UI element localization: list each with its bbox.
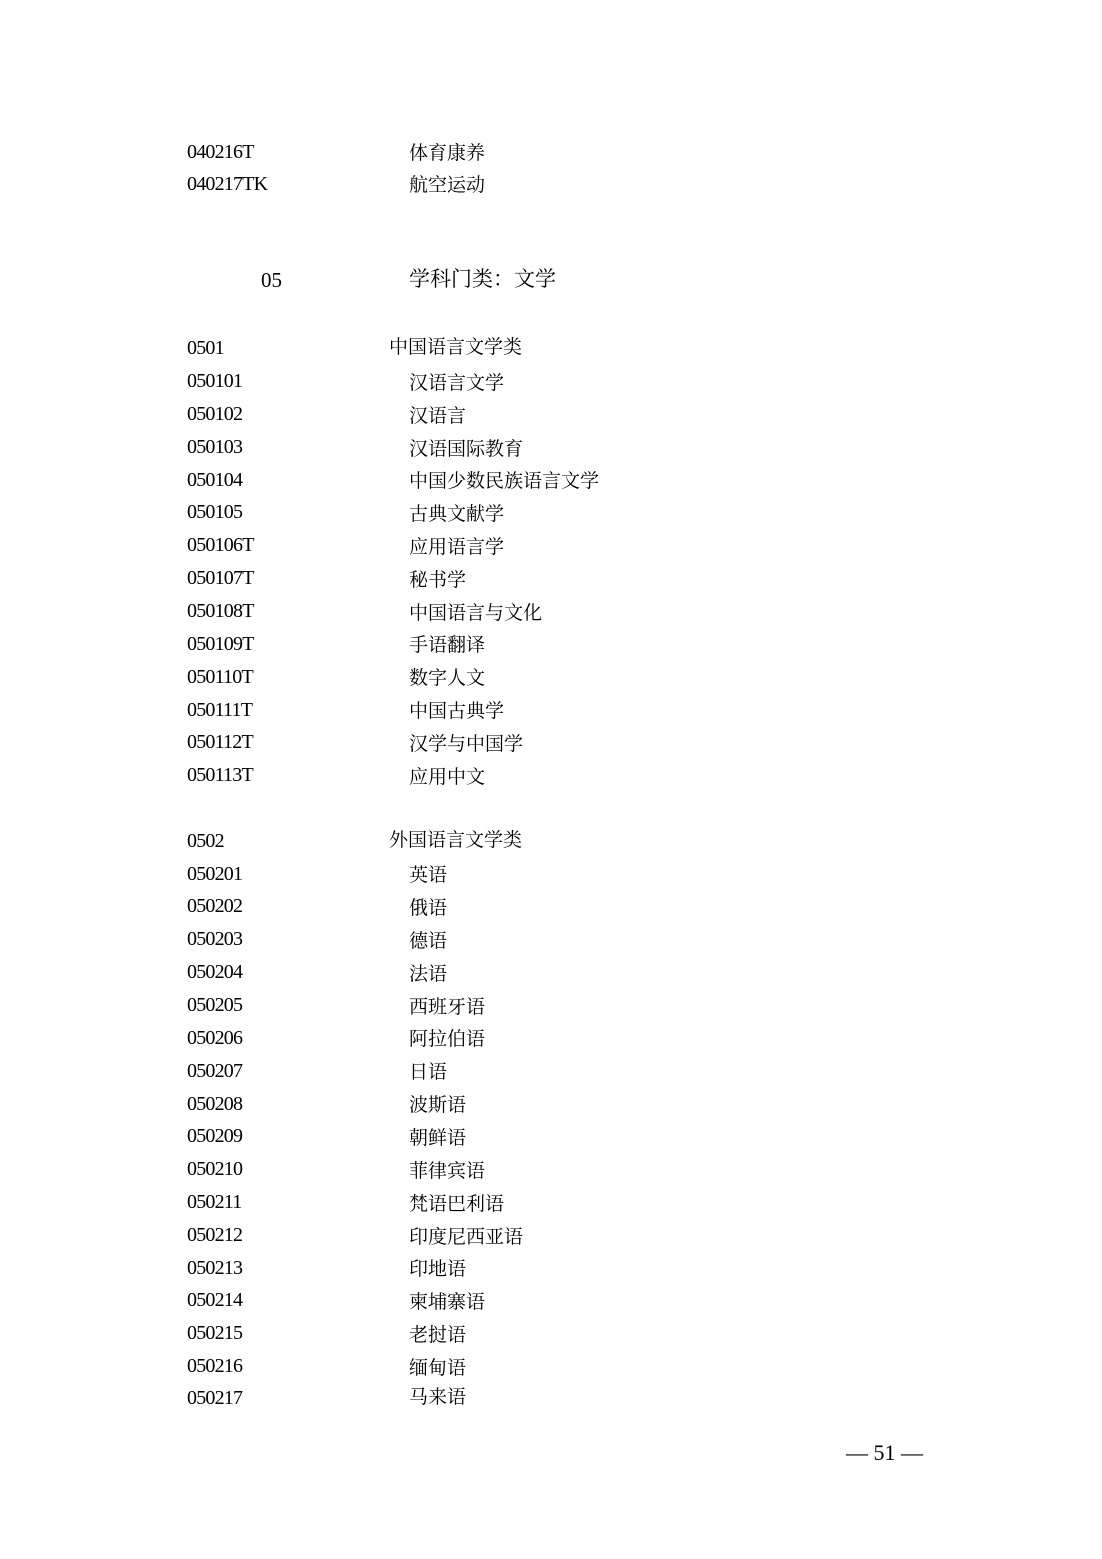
major-name: 应用语言学 <box>409 536 505 558</box>
major-name: 阿拉伯语 <box>409 1028 486 1050</box>
major-code: 050111T <box>187 699 253 721</box>
major-code: 050108T <box>187 600 254 622</box>
major-name: 梵语巴利语 <box>409 1193 505 1215</box>
major-code: 050105 <box>187 501 243 523</box>
major-code: 050203 <box>187 928 243 950</box>
major-name: 汉语言 <box>409 405 467 427</box>
major-name: 缅甸语 <box>409 1357 467 1379</box>
major-code: 050102 <box>187 403 243 425</box>
major-code: 050107T <box>187 567 254 589</box>
major-code: 050109T <box>187 633 254 655</box>
major-name: 印度尼西亚语 <box>409 1226 524 1248</box>
major-name: 中国古典学 <box>409 700 505 722</box>
major-name: 中国语言与文化 <box>409 602 543 624</box>
major-code: 050106T <box>187 534 254 556</box>
category-name: 中国语言文学类 <box>389 336 523 358</box>
major-code: 050211 <box>187 1191 242 1213</box>
major-name: 朝鲜语 <box>409 1127 467 1149</box>
major-name: 菲律宾语 <box>409 1160 486 1182</box>
major-name: 俄语 <box>409 897 448 919</box>
major-name: 汉语言文学 <box>409 372 505 394</box>
major-name: 古典文献学 <box>409 503 505 525</box>
category-code: 0502 <box>187 830 224 852</box>
major-name: 柬埔寨语 <box>409 1291 486 1313</box>
major-code: 050207 <box>187 1060 243 1082</box>
major-name: 西班牙语 <box>409 996 486 1018</box>
major-name: 汉语国际教育 <box>409 438 524 460</box>
major-name: 老挝语 <box>409 1324 467 1346</box>
major-code: 050217 <box>187 1387 243 1409</box>
major-code: 040217TK <box>187 173 268 195</box>
major-code: 050204 <box>187 961 243 983</box>
category-code: 0501 <box>187 337 224 359</box>
major-name: 汉学与中国学 <box>409 733 524 755</box>
page-number: — 51 — <box>846 1440 923 1465</box>
major-name: 体育康养 <box>409 142 486 164</box>
major-code: 050208 <box>187 1093 243 1115</box>
major-code: 050112T <box>187 731 253 753</box>
major-code: 050209 <box>187 1125 243 1147</box>
major-name: 手语翻译 <box>409 634 486 656</box>
major-code: 040216T <box>187 141 254 163</box>
major-name: 德语 <box>409 930 448 952</box>
major-name: 数字人文 <box>409 667 486 689</box>
discipline-title: 学科门类：文学 <box>409 267 556 291</box>
major-name: 马来语 <box>409 1386 467 1408</box>
major-name: 日语 <box>409 1061 448 1083</box>
major-name: 英语 <box>409 864 448 886</box>
discipline-code: 05 <box>261 268 282 292</box>
major-code: 050103 <box>187 436 243 458</box>
major-code: 050113T <box>187 764 253 786</box>
major-code: 050213 <box>187 1257 243 1279</box>
major-code: 050205 <box>187 994 243 1016</box>
major-name: 秘书学 <box>409 569 467 591</box>
major-name: 应用中文 <box>409 766 486 788</box>
major-code: 050216 <box>187 1355 243 1377</box>
major-code: 050215 <box>187 1322 243 1344</box>
major-code: 050202 <box>187 895 243 917</box>
major-code: 050101 <box>187 370 243 392</box>
major-code: 050104 <box>187 469 243 491</box>
major-name: 法语 <box>409 963 448 985</box>
major-code: 050206 <box>187 1027 243 1049</box>
major-code: 050212 <box>187 1224 243 1246</box>
major-name: 波斯语 <box>409 1094 467 1116</box>
major-code: 050214 <box>187 1289 243 1311</box>
major-code: 050201 <box>187 863 243 885</box>
major-name: 中国少数民族语言文学 <box>409 470 600 492</box>
major-code: 050210 <box>187 1158 243 1180</box>
category-name: 外国语言文学类 <box>389 829 523 851</box>
major-code: 050110T <box>187 666 253 688</box>
major-name: 印地语 <box>409 1258 467 1280</box>
major-name: 航空运动 <box>409 174 486 196</box>
